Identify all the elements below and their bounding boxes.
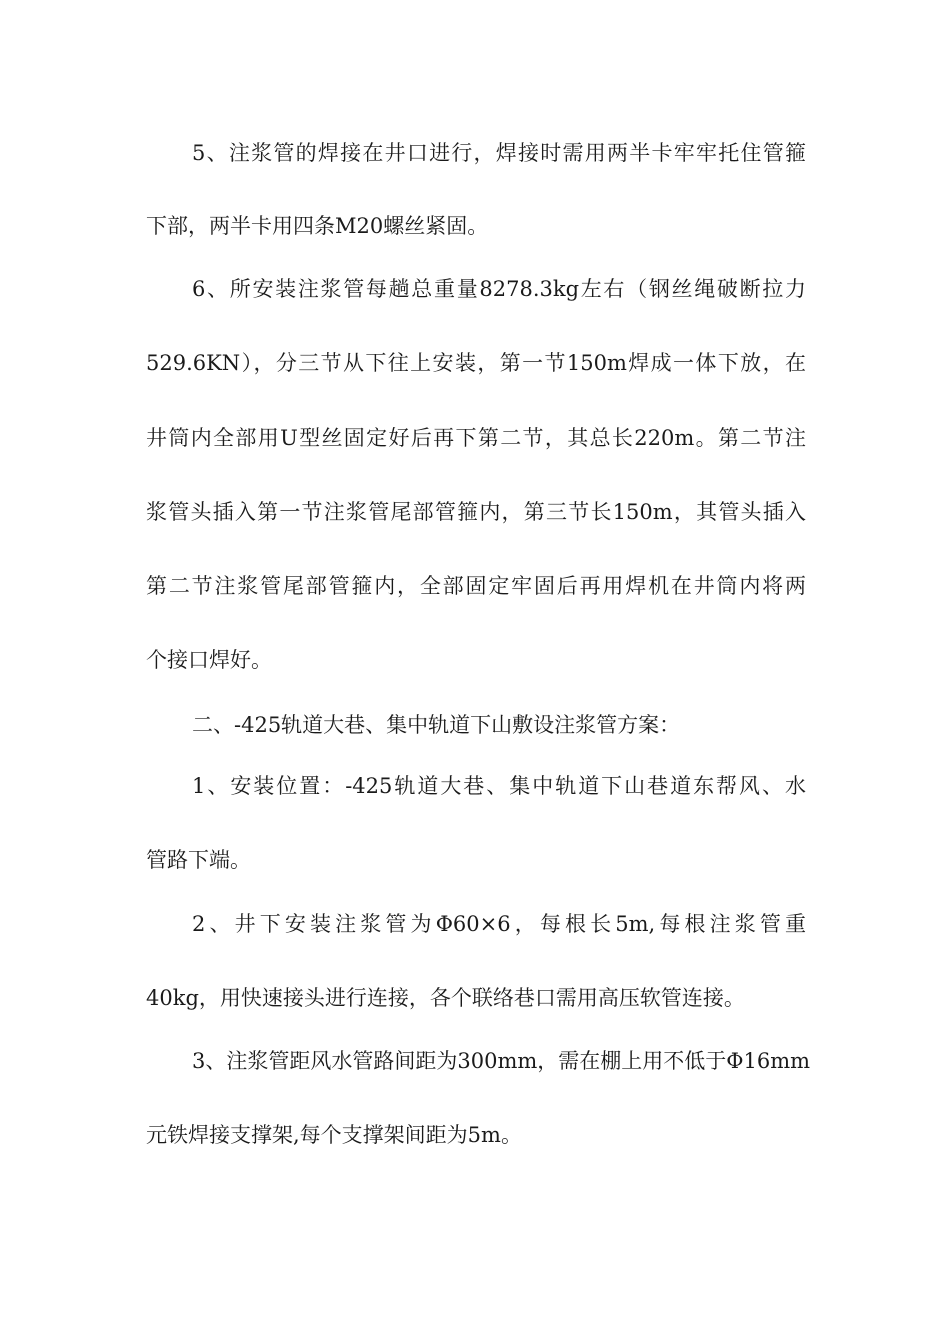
paragraph-line: 5、注浆管的焊接在井口进行，焊接时需用两半卡牢牢托住管箍	[192, 141, 806, 165]
paragraph-line: 浆管头插入第一节注浆管尾部管箍内，第三节长150m，其管头插入	[146, 500, 806, 524]
paragraph-line: 管路下端。	[146, 848, 251, 872]
paragraph-line: 井筒内全部用U型丝固定好后再下第二节，其总长220m。第二节注	[146, 426, 806, 450]
section-heading: 二、-425轨道大巷、集中轨道下山敷设注浆管方案：	[192, 713, 681, 737]
paragraph-line: 1、安装位置：-425轨道大巷、集中轨道下山巷道东帮风、水	[192, 774, 806, 798]
paragraph-line: 2、井下安装注浆管为Φ60×6，每根长5m,每根注浆管重	[192, 912, 806, 936]
paragraph-line: 第二节注浆管尾部管箍内，全部固定牢固后再用焊机在井筒内将两	[146, 574, 806, 598]
paragraph-line: 529.6KN），分三节从下往上安装，第一节150m焊成一体下放，在	[146, 351, 806, 375]
paragraph-line: 40kg，用快速接头进行连接，各个联络巷口需用高压软管连接。	[146, 986, 745, 1010]
paragraph-line: 元铁焊接支撑架,每个支撑架间距为5m。	[146, 1123, 522, 1147]
paragraph-line: 6、所安装注浆管每趟总重量8278.3kg左右（钢丝绳破断拉力	[192, 277, 806, 301]
paragraph-line: 3、注浆管距风水管路间距为300mm，需在棚上用不低于Φ16mm	[192, 1049, 811, 1073]
paragraph-line: 下部，两半卡用四条M20螺丝紧固。	[146, 214, 489, 238]
paragraph-line: 个接口焊好。	[146, 648, 272, 672]
